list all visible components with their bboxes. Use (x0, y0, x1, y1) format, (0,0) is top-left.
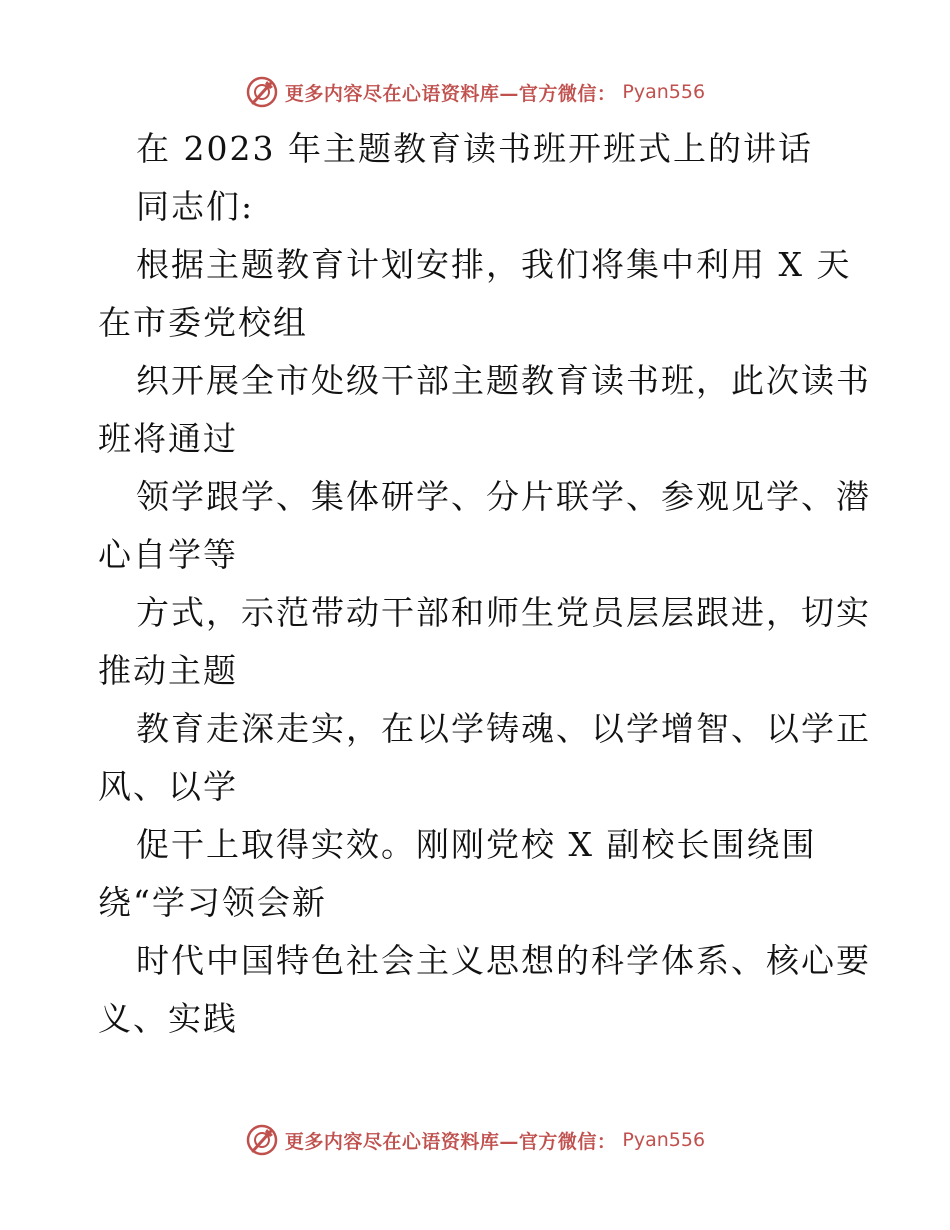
watermark-text: 更多内容尽在心语资料库—官方微信： (284, 82, 617, 105)
text-line: 绕“学习领会新 (98, 883, 327, 922)
text-line: 在市委党校组 (98, 303, 308, 342)
watermark-wechat-id: Pyan556 (622, 81, 706, 103)
text-line: 义、实践 (98, 999, 238, 1038)
text-line: 方式，示范带动干部和师生党员层层跟进，切实 (136, 593, 871, 632)
watermark-text: 更多内容尽在心语资料库—官方微信： (284, 1130, 617, 1153)
text-line: 时代中国特色社会主义思想的科学体系、核心要 (136, 941, 871, 980)
text-line: 心自学等 (98, 535, 238, 574)
watermark-wechat-id: Pyan556 (622, 1129, 706, 1151)
text-line: 领学跟学、集体研学、分片联学、参观见学、潜 (136, 477, 871, 516)
watermark-footer (0, 1120, 950, 1160)
pen-logo-icon (245, 1123, 279, 1157)
speech-title: 在 2023 年主题教育读书班开班式上的讲话 (136, 129, 813, 168)
text-line: 教育走深走实，在以学铸魂、以学增智、以学正 (136, 709, 871, 748)
text-line: 风、以学 (98, 767, 238, 806)
speech-body (98, 120, 871, 1048)
pen-logo-icon (245, 75, 279, 109)
text-line: 根据主题教育计划安排，我们将集中利用 X 天 (136, 245, 852, 284)
text-line: 促干上取得实效。刚刚党校 X 副校长围绕围 (136, 825, 817, 864)
text-line: 织开展全市处级干部主题教育读书班，此次读书 (136, 361, 871, 400)
text-line: 班将通过 (98, 419, 238, 458)
watermark-header (0, 72, 950, 112)
text-line: 推动主题 (98, 651, 238, 690)
salutation: 同志们: (136, 187, 255, 226)
